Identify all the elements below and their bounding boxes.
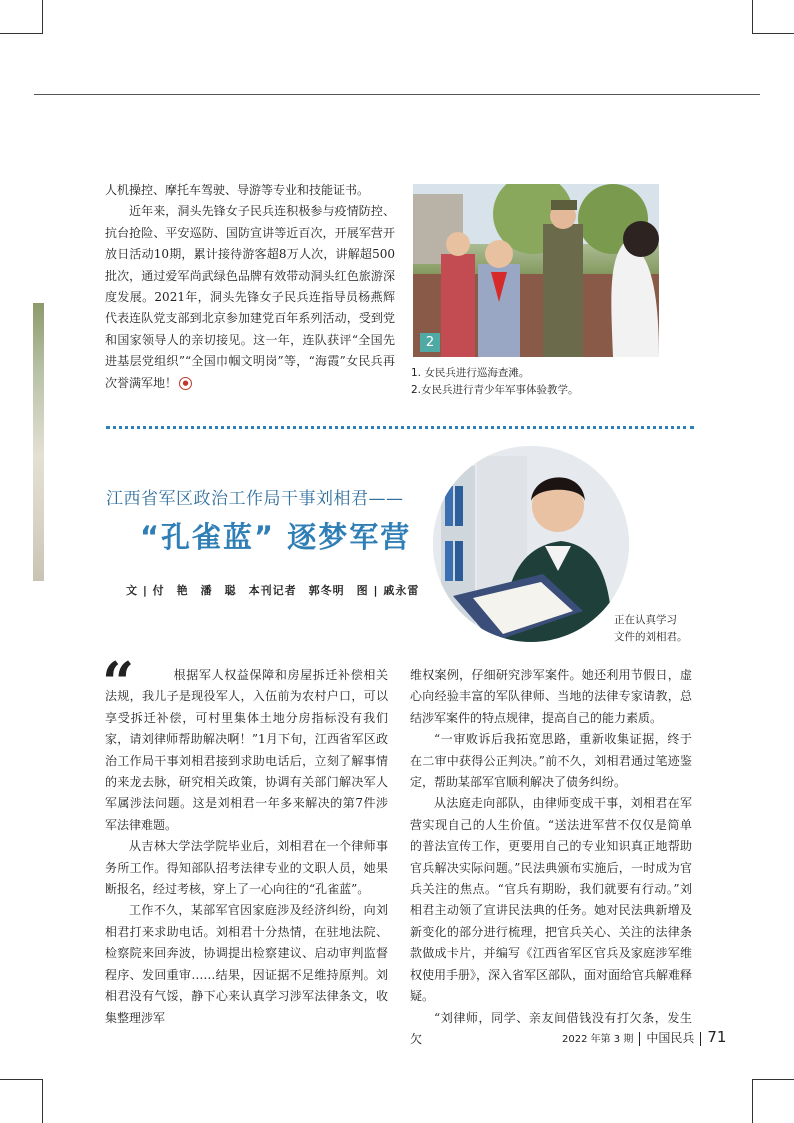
article-column-right bbox=[410, 665, 695, 1050]
crop-mark bbox=[0, 1079, 42, 1080]
crop-mark bbox=[752, 33, 794, 34]
crop-mark bbox=[752, 0, 753, 34]
crop-mark bbox=[42, 0, 43, 34]
photo-militia-teaching bbox=[413, 184, 659, 357]
paragraph: 近年来，洞头先锋女子民兵连积极参与疫情防控、抗台抢险、平安巡防、国防宣讲等近百次，开展军营开放日活动10期，累计接待游客超8万人次，讲解超500批次，通过爱军尚武绿色品牌有效带动洞头红色旅游深度发展。2021年，洞头先锋女子民兵连指导员杨燕辉代表连队党支部到北京参加建党百年系列活动，受到党和国家领导人的亲切接见。这一年，连队获评“全国先进基层党组织”“全国巾帼文明岗”等，“海霞”女民兵再次誉满军地！ ● bbox=[105, 204, 395, 390]
caption-line: 文件的刘相君。 bbox=[614, 630, 688, 643]
paragraph: 根据军人权益保障和房屋拆迁补偿相关法规，我儿子是现役军人，入伍前为农村户口，可以享受拆迁补偿，可村里集体土地分房指标没有我们家，请刘律师帮助解决啊！”1月下旬，江西省军区政治工作局干事刘相君接到求助电话后，立刻了解事情的来龙去脉，研究相关政策，协调有关部门解决军人军属涉法问题。这是刘相君一年多来解决的第7件涉军法律难题。 bbox=[105, 668, 388, 832]
issue-label: 2022 年第 3 期 bbox=[562, 1034, 634, 1045]
article-kicker: 江西省军区政治工作局干事刘相君—— bbox=[106, 489, 404, 509]
crop-mark bbox=[752, 1079, 753, 1123]
paragraph: 维权案例，仔细研究涉军案件。她还利用节假日，虚心向经验丰富的军队律师、当地的法律专家请教，总结涉军案件的特点规律，提高自己的能力素质。 bbox=[410, 668, 692, 725]
prev-article-text bbox=[105, 180, 395, 394]
photo-captions bbox=[411, 365, 671, 399]
paragraph: “刘律师，同学、亲友间借钱没有打欠条，发生欠 bbox=[410, 1010, 692, 1046]
crop-mark bbox=[0, 33, 42, 34]
paragraph: 人机操控、摩托车驾驶、导游等专业和技能证书。 bbox=[105, 183, 370, 197]
quote-mark: “ bbox=[102, 650, 135, 716]
crop-mark bbox=[42, 1079, 43, 1123]
paragraph: 从吉林大学法学院毕业后，刘相君在一个律师事务所工作。得知部队招考法律专业的文职人员，她果断报名，经过考核，穿上了一心向往的“孔雀蓝”。 bbox=[105, 839, 388, 897]
caption-line: 正在认真学习 bbox=[614, 614, 677, 626]
footer-divider bbox=[639, 1032, 640, 1046]
photo-number-badge: 2 bbox=[420, 333, 440, 352]
paragraph: “一审败诉后我拓宽思路，重新收集证据，终于在二审中获得公正判决。”前不久，刘相君通过笔迹鉴定，帮助某部军官顺利解决了债务纠纷。 bbox=[410, 732, 692, 790]
paragraph: 工作不久，某部军官因家庭涉及经济纠纷，向刘相君打来求助电话。刘相君十分热情，在驻地法院、检察院来回奔波，协调提出检察建议、启动审判监督程序、发回重审……结果，因证据不足维持原判。刘相君没有气馁，静下心来认真学习涉军法律条文，收集整理涉军 bbox=[105, 903, 388, 1025]
section-divider bbox=[106, 426, 694, 429]
article-column-left bbox=[105, 665, 388, 1029]
caption-line: 2.女民兵进行青少年军事体验教学。 bbox=[411, 384, 579, 396]
crop-mark bbox=[752, 1079, 794, 1080]
portrait-caption bbox=[614, 612, 694, 645]
article-byline: 文 | 付 艳 潘 聪 本刊记者 郭冬明 图 | 戚永雷 bbox=[126, 584, 420, 597]
magazine-name: 中国民兵 bbox=[646, 1031, 695, 1045]
article-headline: “孔雀蓝” 逐梦军营 bbox=[140, 520, 412, 554]
end-mark-icon: ● bbox=[179, 377, 192, 390]
caption-line: 1. 女民兵进行巡海查滩。 bbox=[411, 367, 530, 379]
spread-photo-edge bbox=[33, 303, 44, 581]
paragraph: 从法庭走向部队，由律师变成干事，刘相君在军营实现自己的人生价值。“送法进军营不仅仅是简单的普法宣传工作，更要用自己的专业知识真正地帮助官兵解决实际问题。”民法典颁布实施后，一时成为官兵关注的焦点。“官兵有期盼，我们就要有行动。”刘相君主动领了宣讲民法典的任务。她对民法典新增及新变化的部分进行梳理，把官兵关心、关注的法律条款做成卡片，并编写《江西省军区官兵及家庭涉军维权使用手册》，深入省军区部队，面对面给官兵解难释疑。 bbox=[410, 796, 693, 1004]
page-number: 71 bbox=[707, 1028, 727, 1046]
page-footer bbox=[562, 1028, 726, 1046]
portrait-photo bbox=[433, 446, 629, 642]
footer-divider bbox=[700, 1032, 701, 1046]
header-rule bbox=[34, 94, 760, 95]
